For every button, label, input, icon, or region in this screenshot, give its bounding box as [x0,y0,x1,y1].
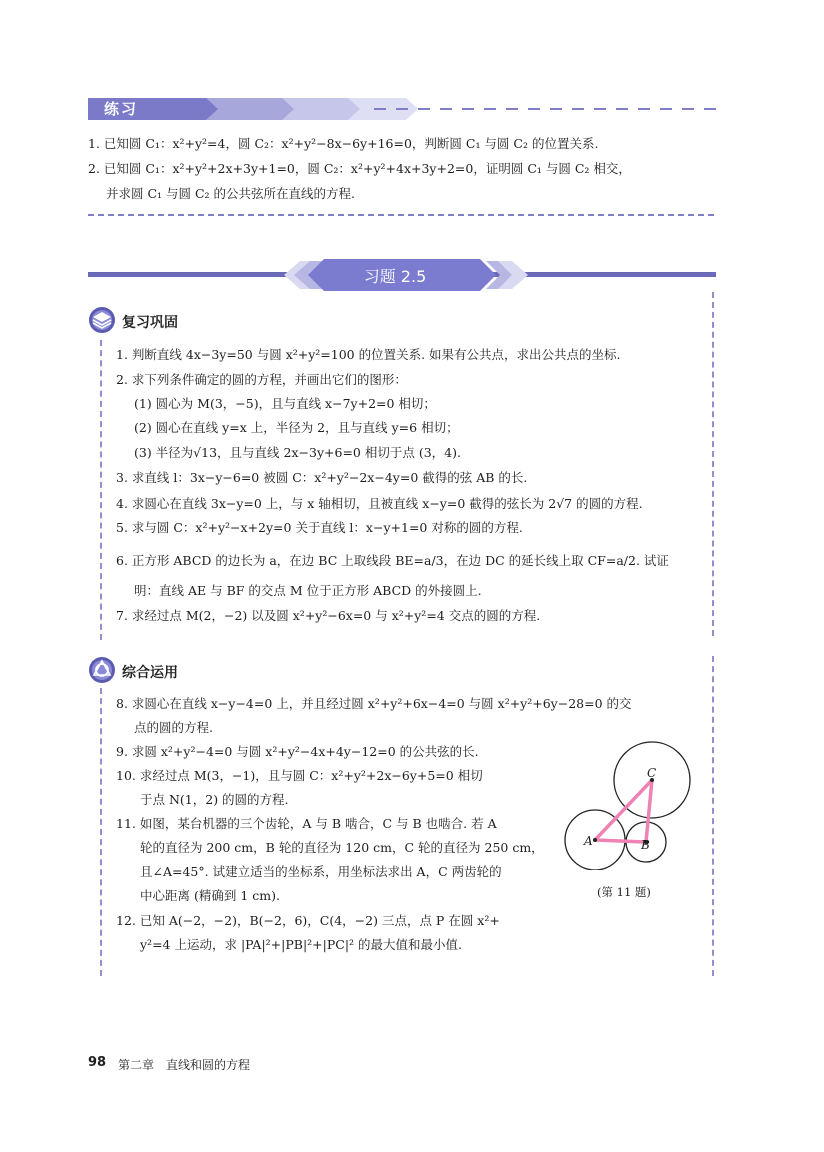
review-right-border [712,292,714,636]
review-line-2: 2. 求下列条件确定的圆的方程，并画出它们的图形： [116,372,407,387]
review-line-4: (2) 圆心在直线 y=x 上，半径为 2，且与直线 y=6 相切； [134,420,459,435]
review-line-3: (1) 圆心为 M(3，−5)，且与直线 x−7y+2=0 相切； [134,396,436,411]
review-line-10: 明：直线 AE 与 BF 的交点 M 位于正方形 ABCD 的外接圆上. [134,583,482,598]
practice-divider [88,214,714,216]
synthesis-line-6: 11. 如图，某台机器的三个齿轮，A 与 B 啮合，C 与 B 也啮合. 若 A [116,816,497,831]
chapter-title: 第二章 直线和圆的方程 [118,1058,251,1072]
review-icon [88,306,116,334]
synthesis-line-4: 10. 求经过点 M(3，−1)，且与圆 C：x²+y²+2x−6y+5=0 相切 [116,768,483,783]
page-number: 98 [88,1055,107,1070]
synthesis-line-11: y²=4 上运动，求 |PA|²+|PB|²+|PC|² 的最大值和最小值. [140,937,463,952]
synthesis-left-border [100,688,102,976]
synthesis-line-1: 8. 求圆心在直线 x−y−4=0 上，并且经过圆 x²+y²+6x−4=0 与圆 x²+y²+6y−28=0 的交 [116,696,632,711]
review-line-7: 4. 求圆心在直线 3x−y=0 上，与 x 轴相切，且被直线 x−y=0 截得的弦长为 2√7 的圆的方程. [116,496,643,511]
synthesis-line-5: 于点 N(1，2) 的圆的方程. [140,792,289,807]
synthesis-line-3: 9. 求圆 x²+y²−4=0 与圆 x²+y²−4x+4y−12=0 的公共弦的长. [116,744,479,759]
practice-item-2: 2. 已知圆 C₁：x²+y²+2x+3y+1=0，圆 C₂：x²+y²+4x+3y+2=0，证明圆 C₁ 与圆 C₂ 相交， [88,161,631,176]
synthesis-line-2: 点的圆的方程. [134,720,213,735]
gear-figure [560,740,700,870]
figure-caption: (第 11 题) [597,885,651,899]
exercise-title: 习题 2.5 [363,267,427,286]
synthesis-heading: 综合运用 [122,665,178,681]
synthesis-line-9: 中心距离 (精确到 1 cm). [140,888,280,903]
synthesis-line-7: 轮的直径为 200 cm，B 轮的直径为 120 cm，C 轮的直径为 250 cm， [140,840,544,855]
review-line-9: 6. 正方形 ABCD 的边长为 a，在边 BC 上取线段 BE=a/3，在边 DC 的延长线上取 CF=a/2. 试证 [116,553,669,568]
review-heading: 复习巩固 [122,315,178,331]
practice-banner [88,96,728,122]
gear-label-b: B [641,838,650,852]
review-line-1: 1. 判断直线 4x−3y=50 与圆 x²+y²=100 的位置关系. 如果有公共点，求出公共点的坐标. [116,347,621,362]
review-line-6: 3. 求直线 l：3x−y−6=0 被圆 C：x²+y²−2x−4y=0 截得的弦 AB 的长. [116,470,528,485]
synthesis-right-border [712,656,714,976]
review-line-5: (3) 半径为√13，且与直线 2x−3y+6=0 相切于点 (3，4). [134,445,461,460]
gear-label-a: A [584,834,593,848]
practice-item-1: 1. 已知圆 C₁：x²+y²=4，圆 C₂：x²+y²−8x−6y+16=0，判断圆 C₁ 与圆 C₂ 的位置关系. [88,136,599,151]
review-line-8: 5. 求与圆 C：x²+y²−x+2y=0 关于直线 l：x−y+1=0 对称的圆的方程. [116,520,523,535]
review-left-border [100,340,102,640]
practice-label: 练习 [104,100,139,118]
practice-item-2-cont: 并求圆 C₁ 与圆 C₂ 的公共弦所在直线的方程. [106,186,356,201]
synthesis-icon [88,656,116,684]
gear-label-c: C [647,766,657,780]
synthesis-line-10: 12. 已知 A(−2，−2)，B(−2，6)，C(4，−2) 三点，点 P 在圆 x²+ [116,913,500,928]
review-line-11: 7. 求经过点 M(2，−2) 以及圆 x²+y²−6x=0 与 x²+y²=4 交点的圆的方程. [116,608,541,623]
synthesis-line-8: 且∠A=45°. 试建立适当的坐标系，用坐标法求出 A，C 两齿轮的 [140,864,502,879]
